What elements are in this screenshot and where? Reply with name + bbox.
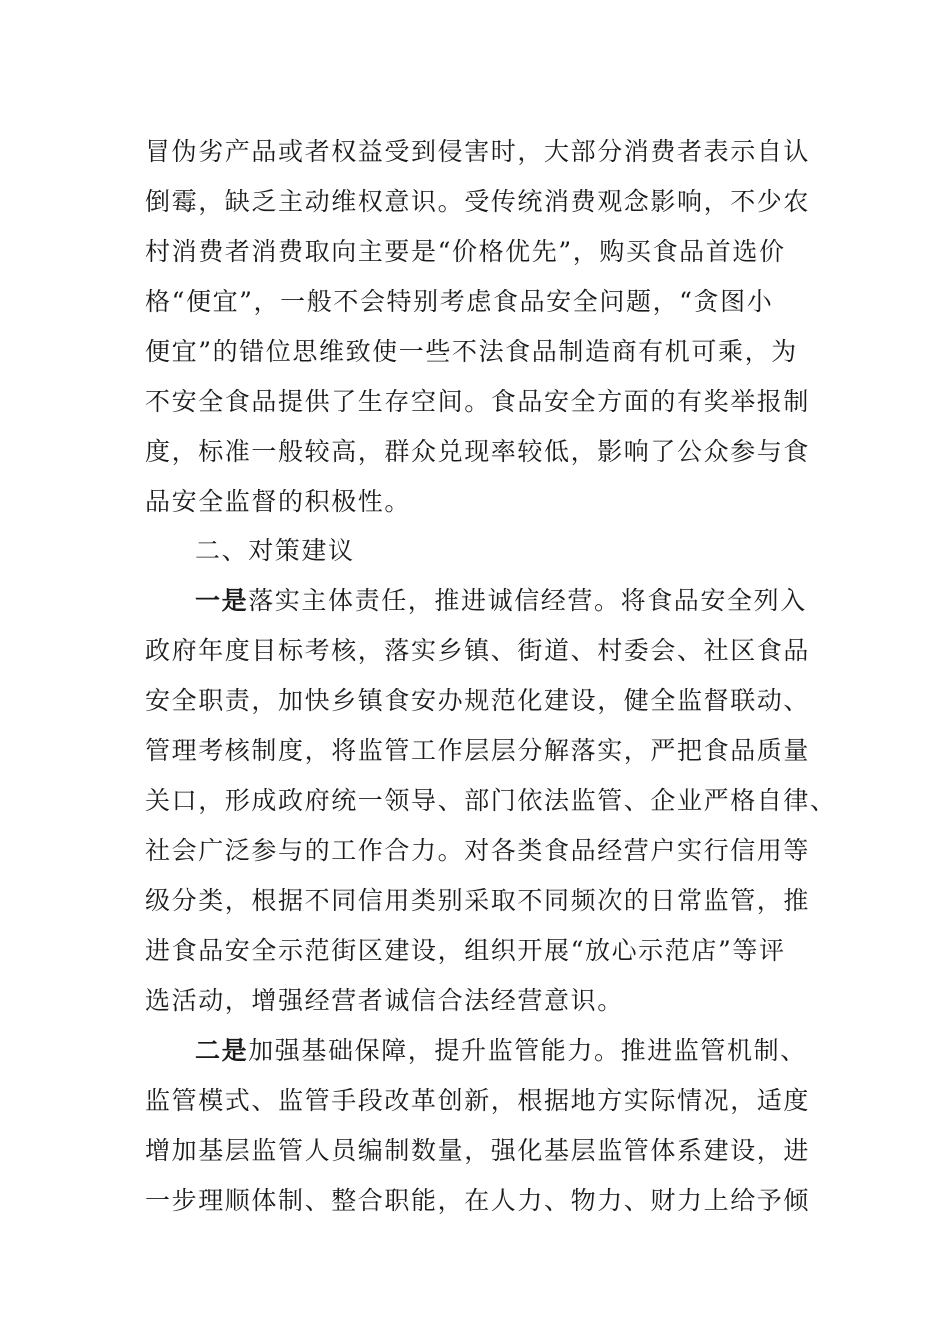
- text-line: 倒霉，缺乏主动维权意识。受传统消费观念影响，不少农: [145, 187, 811, 216]
- text-line: 冒伪劣产品或者权益受到侵害时，大部分消费者表示自认: [145, 137, 811, 166]
- text-line: 增加基层监管人员编制数量，强化基层监管体系建设，进: [145, 1136, 811, 1165]
- section-heading: 二、对策建议: [195, 536, 355, 565]
- paragraph-text: 加强基础保障，提升监管能力。推进监管机制、: [248, 1036, 807, 1065]
- text-line: 格“便宜”，一般不会特别考虑食品安全问题，“贪图小: [145, 287, 774, 316]
- text-line: 监管模式、监管手段改革创新，根据地方实际情况，适度: [145, 1086, 811, 1115]
- text-line: 安全职责，加快乡镇食安办规范化建设，健全监督联动、: [145, 686, 811, 715]
- text-line: 度，标准一般较高，群众兑现率较低，影响了公众参与食: [145, 437, 811, 466]
- paragraph-label: 二是: [195, 1036, 249, 1065]
- paragraph-first-line: [195, 1026, 855, 1076]
- text-line: 村消费者消费取向主要是“价格优先”，购买食品首选价: [145, 237, 786, 266]
- paragraph-first-line: [195, 576, 855, 626]
- paragraph-label: 一是: [195, 586, 249, 615]
- text-line: 不安全食品提供了生存空间。食品安全方面的有奖举报制: [145, 387, 811, 416]
- text-line: 级分类，根据不同信用类别采取不同频次的日常监管，推: [145, 886, 811, 915]
- text-line: 选活动，增强经营者诚信合法经营意识。: [145, 986, 624, 1015]
- paragraph-text: 落实主体责任，推进诚信经营。将食品安全列入: [248, 586, 807, 615]
- text-line: 社会广泛参与的工作合力。对各类食品经营户实行信用等: [145, 836, 811, 865]
- text-line: 品安全监督的积极性。: [145, 487, 412, 516]
- text-line: 管理考核制度，将监管工作层层分解落实，严把食品质量: [145, 736, 811, 765]
- text-line: 政府年度目标考核，落实乡镇、街道、村委会、社区食品: [145, 636, 811, 665]
- text-line: 一步理顺体制、整合职能，在人力、物力、财力上给予倾: [145, 1186, 811, 1215]
- text-line: 关口，形成政府统一领导、部门依法监管、企业严格自律、: [145, 786, 837, 815]
- text-line: 便宜”的错位思维致使一些不法食品制造商有机可乘，为: [145, 337, 798, 366]
- text-line: 进食品安全示范街区建设，组织开展“放心示范店”等评: [145, 936, 786, 965]
